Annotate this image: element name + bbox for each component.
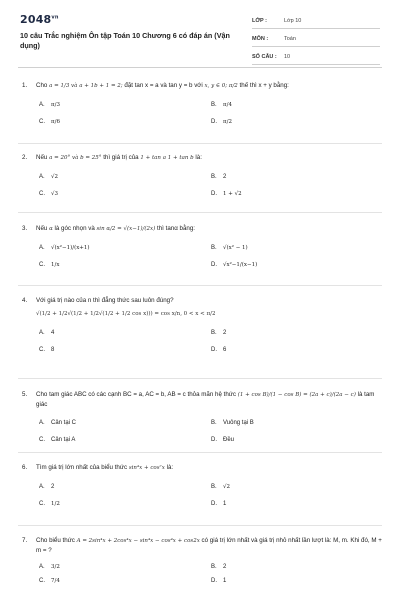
meta-row-count bbox=[252, 50, 380, 65]
question-text: 6. Tìm giá trị lớn nhất của biểu thức sin⁴x + cos⁷x là: bbox=[22, 464, 174, 471]
options bbox=[22, 563, 382, 586]
option-a[interactable]: A. √(x²−1)/(x+1) bbox=[39, 245, 90, 251]
option-b[interactable]: B. 2 bbox=[211, 564, 227, 570]
meta-key: LỚP : bbox=[252, 18, 267, 24]
question-number: 7. bbox=[22, 537, 28, 544]
question-divider bbox=[18, 285, 382, 286]
question-1 bbox=[22, 81, 382, 127]
option-c[interactable]: C. π/6 bbox=[39, 119, 60, 125]
options bbox=[22, 244, 382, 270]
question-number: 5. bbox=[22, 391, 28, 398]
option-d[interactable]: D. √x²−1/(x−1) bbox=[211, 262, 258, 268]
option-a[interactable]: A. π/3 bbox=[39, 102, 60, 108]
question-divider bbox=[18, 212, 382, 213]
meta-panel bbox=[252, 14, 380, 68]
question-divider bbox=[18, 452, 382, 453]
question-3 bbox=[22, 224, 382, 270]
option-a[interactable]: A. 4 bbox=[39, 330, 55, 336]
meta-row-subject bbox=[252, 32, 380, 47]
math-expression: √(1/2 + 1/2√(1/2 + 1/2√(1/2 + 1/2 cos x))) = cos x/n, 0 < x < π/2 bbox=[36, 311, 216, 317]
question-number: 1. bbox=[22, 82, 28, 89]
question-divider bbox=[18, 378, 382, 379]
question-2 bbox=[22, 153, 382, 199]
option-a[interactable]: A. 3/2 bbox=[39, 564, 60, 570]
meta-value: Toán bbox=[284, 36, 296, 42]
question-number: 2. bbox=[22, 154, 28, 161]
question-number: 4. bbox=[22, 297, 28, 304]
option-b[interactable]: B. √(x² − 1) bbox=[211, 245, 248, 251]
option-d[interactable]: D. 1 bbox=[211, 501, 227, 507]
header-divider bbox=[18, 67, 382, 68]
option-b[interactable]: B. 2 bbox=[211, 174, 227, 180]
options bbox=[22, 101, 382, 127]
option-d[interactable]: D. 6 bbox=[211, 347, 227, 353]
option-d[interactable]: D. π/2 bbox=[211, 119, 232, 125]
option-c[interactable]: C. 1/2 bbox=[39, 501, 60, 507]
question-text: 1. Cho a = 1/3 và a + 1b + 1 = 2; đặt tan x = a và tan y = b với x, y ∈ 0; π/2 thế thì x + y bằng: bbox=[22, 82, 289, 89]
option-c[interactable]: C. Cân tại A bbox=[39, 437, 76, 443]
meta-key: SỐ CÂU : bbox=[252, 54, 277, 60]
option-d[interactable]: D. Đều bbox=[211, 437, 235, 443]
option-c[interactable]: C. 7/4 bbox=[39, 578, 60, 584]
question-text: 4. Với giá trị nào của n thì đẳng thức sau luôn đúng? bbox=[22, 297, 174, 304]
question-text: 7. Cho biểu thức A = 2sin⁴x + 2cos⁴x − sin⁴x − cos⁴x + cos2x có giá trị lớn nhất và giá trị nhỏ nhất lần lượt là: M, m. Khi đó, M + m = ? bbox=[22, 537, 382, 554]
options bbox=[22, 483, 382, 509]
question-text: 3. Nếu α là góc nhọn và sin α/2 = √(x−1)/(2x) thì tanα bằng: bbox=[22, 225, 195, 232]
option-a[interactable]: A. √2 bbox=[39, 174, 59, 180]
option-a[interactable]: A. 2 bbox=[39, 484, 55, 490]
option-b[interactable]: B. π/4 bbox=[211, 102, 232, 108]
options bbox=[22, 419, 382, 445]
option-b[interactable]: B. 2 bbox=[211, 330, 227, 336]
meta-key: MÔN : bbox=[252, 36, 269, 42]
question-7 bbox=[22, 536, 382, 586]
question-6 bbox=[22, 463, 382, 509]
question-divider bbox=[18, 525, 382, 526]
document-title: 10 câu Trắc nghiệm Ôn tập Toán 10 Chương 6 có đáp án (Vận dụng) bbox=[20, 31, 230, 50]
site-logo[interactable]: $2048^{vn}$ bbox=[20, 13, 59, 26]
question-number: 3. bbox=[22, 225, 28, 232]
options bbox=[22, 173, 382, 199]
question-5 bbox=[22, 390, 382, 445]
option-d[interactable]: D. 1 bbox=[211, 578, 227, 584]
option-d[interactable]: D. 1 + √2 bbox=[211, 191, 242, 197]
question-text: 5. Cho tam giác ABC có các cạnh BC = a, AC = b, AB = c thỏa mãn hệ thức (1 + cos B)/(1 − cos B) = (2a + c)/(2a − c) là tam giác bbox=[22, 391, 375, 408]
question-4 bbox=[22, 296, 382, 355]
option-c[interactable]: C. 8 bbox=[39, 347, 55, 353]
meta-value: 10 bbox=[284, 54, 291, 60]
option-c[interactable]: C. √3 bbox=[39, 191, 59, 197]
options bbox=[22, 329, 382, 355]
option-c[interactable]: C. 1/x bbox=[39, 262, 60, 268]
meta-row-class bbox=[252, 14, 380, 29]
option-b[interactable]: B. √2 bbox=[211, 484, 231, 490]
option-b[interactable]: B. Vuông tại B bbox=[211, 420, 254, 426]
question-number: 6. bbox=[22, 464, 28, 471]
question-text: 2. Nếu a = 20° và b = 25° thì giá trị của 1 + tan a 1 + tan b là: bbox=[22, 154, 202, 161]
question-divider bbox=[18, 143, 382, 144]
option-a[interactable]: A. Cân tại C bbox=[39, 420, 77, 426]
meta-value: Lớp 10 bbox=[284, 18, 302, 24]
